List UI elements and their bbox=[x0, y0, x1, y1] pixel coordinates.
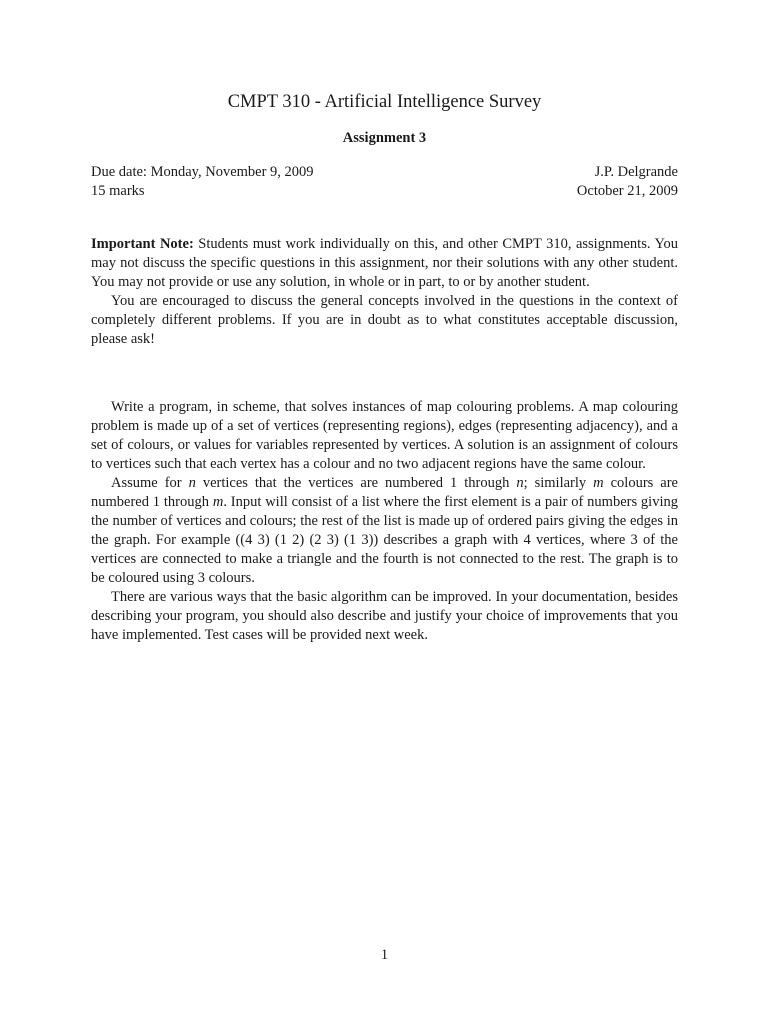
assignment-body bbox=[91, 398, 678, 645]
document-page bbox=[91, 0, 678, 1024]
body-paragraph-2 bbox=[91, 474, 678, 588]
marks: 15 marks bbox=[91, 183, 145, 199]
due-date: Due date: Monday, November 9, 2009 bbox=[91, 164, 314, 180]
meta-row-2 bbox=[91, 182, 678, 201]
body-paragraph-3: There are various ways that the basic algorithm can be improved. In your documentation, besides describing your program, you should also describe and justify your choice of improvements that you have implemented. Test cases will be provided next week. bbox=[91, 589, 678, 643]
var-m: m bbox=[212, 494, 224, 510]
author: J.P. Delgrande bbox=[594, 164, 678, 180]
assignment-subtitle: Assignment 3 bbox=[342, 130, 427, 146]
p2-text-d: colours are numbered 1 through bbox=[91, 475, 678, 510]
var-m: m bbox=[593, 475, 604, 491]
body-paragraph-1: Write a program, in scheme, that solves instances of map colouring problems. A map colouring problem is made up of a set of vertices (representing regions), edges (representing adjacency), and a set of colours, or values for variables represented by vertices. A solution is an assignment of colours to vertices such that each vertex has a colour and no two adjacent regions have the same colour. bbox=[91, 399, 678, 472]
meta-row-1 bbox=[91, 163, 678, 182]
var-n: n bbox=[188, 475, 196, 491]
document-title: CMPT 310 - Artificial Intelligence Survey bbox=[227, 92, 542, 112]
page-number: 1 bbox=[380, 947, 389, 963]
issue-date: October 21, 2009 bbox=[576, 183, 678, 199]
p2-text-e: . Input will consist of a list where the first element is a pair of numbers giving the number of vertices and colours; the rest of the list is made up of ordered pairs giving the edges in the graph. For example ((4 3) (1 2) (2 3) (1 3)) describes a graph with 4 vertices, where 3 of the vertices are connected to make a triangle and the fourth is not connected to the rest. The graph is to be coloured using 3 colours. bbox=[91, 494, 678, 586]
var-n: n bbox=[516, 475, 524, 491]
note-paragraph-1 bbox=[91, 235, 678, 292]
p2-text-c: ; similarly bbox=[523, 475, 594, 491]
important-note bbox=[91, 235, 678, 349]
p2-text-a: Assume for bbox=[111, 475, 189, 491]
p2-text-b: vertices that the vertices are numbered 1 through bbox=[195, 475, 517, 491]
header-meta bbox=[91, 163, 678, 201]
note-text: Students must work individually on this, and other CMPT 310, assignments. You may not discuss the specific questions in this assignment, nor their solutions with any other student. You may not provide or use any solution, in whole or in part, to or by another student. bbox=[91, 236, 678, 290]
note-label: Important Note: bbox=[91, 236, 194, 252]
note-paragraph-2: You are encouraged to discuss the general concepts involved in the questions in the context of completely different problems. If you are in doubt as to what constitutes acceptable discussion, please ask! bbox=[91, 293, 678, 347]
